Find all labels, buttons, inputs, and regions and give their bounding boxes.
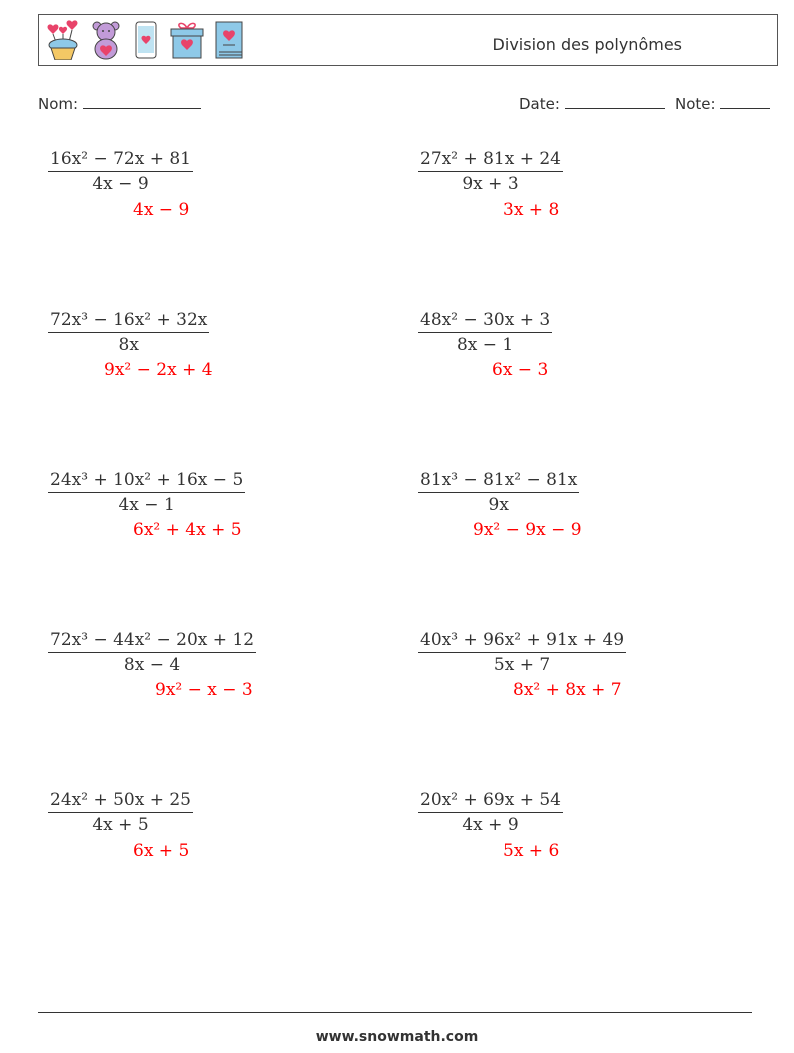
name-field: [38, 94, 201, 113]
grade-field: [675, 94, 770, 113]
problem-6: [418, 468, 579, 517]
date-field: [519, 94, 665, 113]
answer-4: 6x − 3: [492, 360, 549, 380]
denominator: 4x + 9: [462, 815, 519, 835]
teddy-bear-heart-icon: [88, 20, 124, 60]
denominator: 4x + 5: [92, 815, 149, 835]
denominator: 9x + 3: [462, 174, 519, 194]
name-label: Nom:: [38, 95, 79, 113]
numerator: 24x³ + 10x² + 16x − 5: [48, 468, 245, 493]
problem-5: [48, 468, 245, 517]
answer-7: 9x² − x − 3: [155, 680, 253, 700]
worksheet-title: Division des polynômes: [492, 35, 682, 54]
answer-6: 9x² − 9x − 9: [473, 520, 582, 540]
name-line[interactable]: [83, 94, 201, 109]
denominator: 4x − 9: [92, 174, 149, 194]
numerator: 40x³ + 96x² + 91x + 49: [418, 628, 626, 653]
answer-3: 9x² − 2x + 4: [104, 360, 213, 380]
problem-1: [48, 147, 193, 196]
numerator: 72x³ − 44x² − 20x + 12: [48, 628, 256, 653]
problem-8: [418, 628, 626, 677]
answer-5: 6x² + 4x + 5: [133, 520, 242, 540]
cupcake-hearts-icon: [45, 20, 81, 60]
problem-2: [418, 147, 563, 196]
denominator: 5x + 7: [493, 655, 551, 675]
grade-line[interactable]: [720, 94, 770, 109]
book-heart-icon: [213, 20, 245, 60]
numerator: 81x³ − 81x² − 81x: [418, 468, 579, 493]
date-line[interactable]: [565, 94, 665, 109]
answer-8: 8x² + 8x + 7: [513, 680, 622, 700]
icon-strip: [45, 20, 245, 60]
problem-9: [48, 788, 193, 837]
denominator: 8x − 4: [123, 655, 181, 675]
problem-10: [418, 788, 563, 837]
worksheet-header: [38, 14, 778, 66]
denominator: 4x − 1: [118, 495, 175, 515]
date-label: Date:: [519, 95, 560, 113]
problem-4: [418, 308, 552, 357]
numerator: 27x² + 81x + 24: [418, 147, 563, 172]
answer-1: 4x − 9: [133, 200, 190, 220]
problem-7: [48, 628, 256, 677]
problem-3: [48, 308, 209, 357]
denominator: 9x: [488, 495, 509, 515]
answer-10: 5x + 6: [503, 841, 560, 861]
answer-9: 6x + 5: [133, 841, 190, 861]
gift-heart-icon: [168, 20, 206, 60]
numerator: 16x² − 72x + 81: [48, 147, 193, 172]
denominator: 8x − 1: [456, 335, 514, 355]
footer-divider: [38, 1012, 752, 1013]
phone-heart-icon: [131, 20, 161, 60]
answer-2: 3x + 8: [503, 200, 560, 220]
numerator: 24x² + 50x + 25: [48, 788, 193, 813]
numerator: 72x³ − 16x² + 32x: [48, 308, 209, 333]
numerator: 48x² − 30x + 3: [418, 308, 552, 333]
numerator: 20x² + 69x + 54: [418, 788, 563, 813]
footer-url[interactable]: www.snowmath.com: [315, 1029, 479, 1045]
denominator: 8x: [118, 335, 139, 355]
grade-label: Note:: [675, 95, 716, 113]
